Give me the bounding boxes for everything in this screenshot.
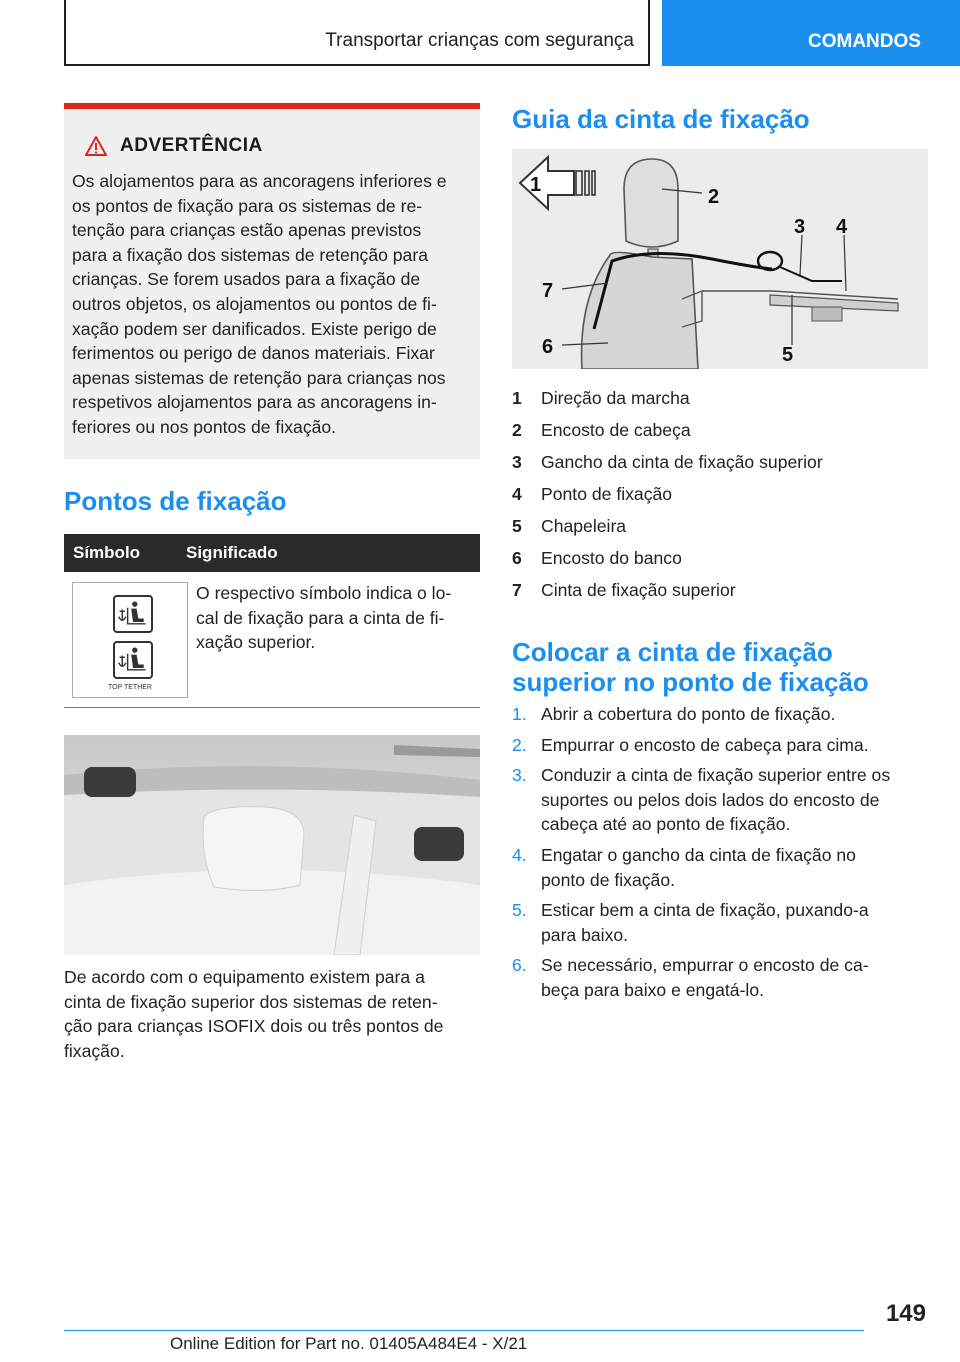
step-number: 5. xyxy=(512,900,527,921)
legend-text: Chapeleira xyxy=(541,515,627,536)
child-seat-anchor-icon xyxy=(113,595,153,633)
step-line: Empurrar o encosto de cabeça para cima. xyxy=(541,734,869,755)
step-line: Conduzir a cinta de fixação superior entre os xyxy=(541,765,891,786)
step-line: para baixo. xyxy=(541,924,629,945)
diagram-label-7: 7 xyxy=(542,280,554,302)
warning-title: ADVERTÊNCIA xyxy=(120,135,263,156)
step-item xyxy=(512,898,928,947)
step-number: 6. xyxy=(512,955,527,976)
top-tether-caption: TOP TETHER xyxy=(108,684,152,691)
step-line: ponto de fixação. xyxy=(541,869,676,890)
warning-line: xação podem ser danificados. Existe perigo de xyxy=(72,318,437,339)
page-number: 149 xyxy=(885,1300,926,1327)
colocar-heading xyxy=(512,637,869,697)
rear-seat-photo xyxy=(64,735,480,955)
legend-item xyxy=(512,510,928,542)
diagram-label-1: 1 xyxy=(530,174,542,196)
legend-text: Ponto de fixação xyxy=(541,483,673,504)
chapter-label: COMANDOS xyxy=(808,31,921,52)
warning-triangle-icon xyxy=(84,135,108,157)
legend-num: 2 xyxy=(512,419,522,440)
step-line: cabeça até ao ponto de fixação. xyxy=(541,814,791,835)
legend-num: 3 xyxy=(512,451,522,472)
warning-line: outros objetos, os alojamentos ou pontos de fi- xyxy=(72,293,437,314)
paragraph-line: fixação. xyxy=(64,1040,125,1061)
warning-line: ferimentos ou perigo de danos materiais. Fixar xyxy=(72,343,435,364)
step-number: 4. xyxy=(512,844,527,865)
pontos-heading: Pontos de fixação xyxy=(64,486,287,516)
step-text xyxy=(541,702,835,727)
diagram-label-5: 5 xyxy=(782,344,794,366)
guia-heading: Guia da cinta de fixação xyxy=(512,104,810,134)
step-line: beça para baixo e engatá-lo. xyxy=(541,979,765,1000)
step-line: Engatar o gancho da cinta de fixação no xyxy=(541,844,856,865)
diagram-label-4: 4 xyxy=(836,216,848,238)
step-number: 2. xyxy=(512,734,527,755)
table-row xyxy=(64,572,480,708)
step-line: Se necessário, empurrar o encosto de ca- xyxy=(541,955,869,976)
warning-line: Os alojamentos para as ancoragens inferiores e xyxy=(72,171,447,191)
step-item xyxy=(512,702,928,727)
step-text xyxy=(541,763,890,837)
col-meaning: Significado xyxy=(186,543,278,562)
step-line: Abrir a cobertura do ponto de fixação. xyxy=(541,704,836,724)
warning-line: para a fixação dos sistemas de retenção para xyxy=(72,244,428,265)
chapter-tab[interactable] xyxy=(662,0,960,66)
step-text xyxy=(541,733,869,758)
step-item xyxy=(512,953,928,1002)
warning-line: apenas sistemas de retenção para crianças nos xyxy=(72,367,446,388)
colocar-heading-line: Colocar a cinta de fixação xyxy=(512,637,833,667)
warning-line: feriores ou nos pontos de fixação. xyxy=(72,416,337,437)
tether-diagram-svg xyxy=(512,149,928,369)
paragraph-line: De acordo com o equipamento existem para a xyxy=(64,967,425,987)
step-line: suportes ou pelos dois lados do encosto de xyxy=(541,789,880,810)
step-item xyxy=(512,763,928,837)
step-number: 1. xyxy=(512,704,527,724)
anchor-points-paragraph xyxy=(64,965,480,1063)
legend-num: 6 xyxy=(512,547,522,568)
legend-text: Encosto de cabeça xyxy=(541,419,691,440)
header-section-box xyxy=(64,0,650,66)
warning-line: crianças. Se forem usados para a fixação de xyxy=(72,269,421,290)
rear-seat-illustration xyxy=(64,735,480,955)
diagram-label-6: 6 xyxy=(542,336,554,358)
diagram-label-2: 2 xyxy=(708,186,720,208)
step-number: 3. xyxy=(512,765,527,786)
legend-num: 5 xyxy=(512,515,522,536)
step-item xyxy=(512,843,928,892)
warning-text xyxy=(72,169,472,440)
steps-list xyxy=(512,702,928,1009)
symbol-cell xyxy=(64,572,186,707)
legend-item xyxy=(512,414,928,446)
paragraph-line: cinta de fixação superior dos sistemas de reten- xyxy=(64,991,438,1012)
legend-item xyxy=(512,574,928,606)
meaning-line: O respectivo símbolo indica o lo- xyxy=(196,583,452,603)
table-header xyxy=(64,534,480,572)
paragraph-line: ção para crianças ISOFIX dois ou três pontos de xyxy=(64,1016,444,1037)
legend-item xyxy=(512,542,928,574)
meaning-line: xação superior. xyxy=(196,632,316,653)
footer-divider xyxy=(64,1330,864,1331)
step-text xyxy=(541,898,869,947)
meaning-line: cal de fixação para a cinta de fi- xyxy=(196,607,445,628)
top-tether-icon xyxy=(113,641,153,679)
colocar-heading-line: superior no ponto de fixação xyxy=(512,667,869,697)
tether-diagram xyxy=(512,149,928,369)
legend-num: 4 xyxy=(512,483,522,504)
warning-line: respetivos alojamentos para as ancoragens in- xyxy=(72,392,437,413)
legend-item xyxy=(512,446,928,478)
footer-edition: Online Edition for Part no. 01405A484E4 - X/21 xyxy=(170,1334,528,1353)
col-symbol: Símbolo xyxy=(73,543,141,562)
step-text xyxy=(541,843,856,892)
legend-text: Gancho da cinta de fixação superior xyxy=(541,451,823,472)
legend-num: 1 xyxy=(512,387,522,408)
diagram-legend xyxy=(512,382,928,606)
legend-item xyxy=(512,382,928,414)
legend-item xyxy=(512,478,928,510)
step-item xyxy=(512,733,928,758)
legend-text: Encosto do banco xyxy=(541,547,682,568)
warning-box xyxy=(64,103,480,459)
legend-text: Direção da marcha xyxy=(541,387,690,408)
warning-line: os pontos de fixação para os sistemas de re- xyxy=(72,195,423,216)
step-line: Esticar bem a cinta de fixação, puxando-a xyxy=(541,900,869,921)
legend-num: 7 xyxy=(512,579,522,600)
legend-text: Cinta de fixação superior xyxy=(541,579,736,600)
symbol-table xyxy=(64,534,480,708)
diagram-label-3: 3 xyxy=(794,216,806,238)
step-text xyxy=(541,953,869,1002)
warning-header xyxy=(84,131,472,161)
symbol-box xyxy=(72,582,188,698)
warning-line: tenção para crianças estão apenas previstos xyxy=(72,220,422,241)
section-title: Transportar crianças com segurança xyxy=(325,30,634,51)
meaning-cell xyxy=(186,572,480,707)
